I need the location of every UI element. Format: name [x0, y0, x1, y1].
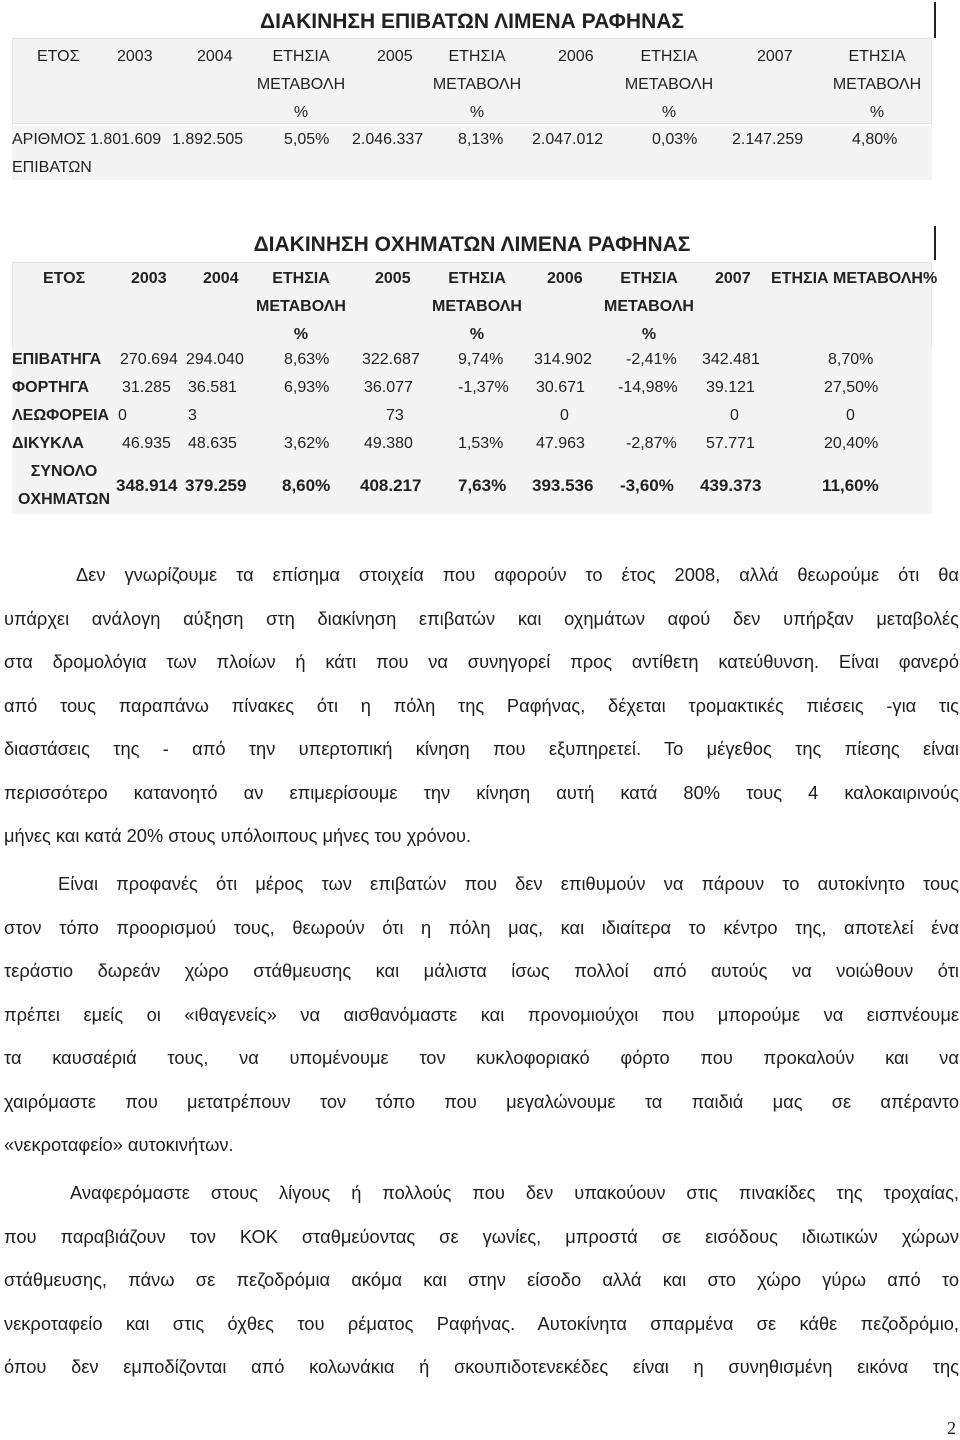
text-line: «νεκροταφείο» αυτοκινήτων. [4, 1134, 234, 1155]
text-line: στον τόπο προορισμού τους, θεωρούν ότι η πόλη μας, και ιδιαίτερα το κέντρο της, αποτελεί ένα [4, 916, 959, 938]
table-cell: -2,41% [626, 351, 677, 368]
table-cell: 8,70% [828, 351, 874, 368]
row-label: ΕΠΙΒΑΤΗΓΑ [12, 351, 102, 368]
text-line: χαιρόμαστε που μετατρέπουν τον τόπο που μεγαλώνουμε τα παιδιά μας σε απέραντο [4, 1090, 959, 1112]
row-label: ΑΡΙΘΜΟΣ ΕΠΙΒΑΤΩΝ [12, 131, 92, 176]
table-cell: 3 [188, 407, 197, 424]
header-cell: ΕΤΗΣΙΑ ΜΕΤΑΒΟΛΗ % [256, 48, 346, 121]
table-cell: 314.902 [534, 351, 592, 368]
table-cell: 408.217 [360, 476, 422, 495]
passenger-table-title: ΔΙΑΚΙΝΗΣΗ ΕΠΙΒΑΤΩΝ ΛΙΜΕΝΑ ΡΑΦΗΝΑΣ [259, 10, 685, 33]
header-cell: 2003 [131, 270, 167, 287]
text-line: περισσότερο κατανοητό αν επιμερίσουμε την κίνηση αυτή κατά 80% τους 4 καλοκαιρινούς [4, 781, 959, 803]
table-cell: 49.380 [364, 435, 413, 452]
row-label: ΔΙΚΥΚΛΑ [12, 435, 84, 452]
table-cell: 2.147.259 [732, 131, 804, 148]
table-cell: -3,60% [620, 476, 674, 495]
header-cell: 2007 [715, 270, 751, 287]
row-label: ΣΥΝΟΛΟ ΟΧΗΜΑΤΩΝ [17, 463, 111, 508]
header-cell: ΕΤΗΣΙΑ ΜΕΤΑΒΟΛΗ % [432, 270, 522, 343]
header-cell: 2005 [377, 48, 413, 65]
body-paragraph-3 [4, 1171, 959, 1389]
text-line: πρέπει εμείς οι «ιθαγενείς» να αισθανόμαστε και προνομιούχοι που μπορούμε να εισπνέουμε [4, 1003, 959, 1025]
table-cell: 48.635 [188, 435, 237, 452]
vehicle-table [8, 222, 936, 516]
text-line: που παραβιάζουν τον ΚΟΚ σταθμεύοντας σε γωνίες, μπροστά σε εισόδους ιδιωτικών χώρων [4, 1225, 959, 1247]
table-cell: -2,87% [626, 435, 677, 452]
row-label: ΦΟΡΤΗΓΑ [12, 379, 90, 396]
header-cell: 2004 [203, 270, 239, 287]
header-cell: 2006 [547, 270, 583, 287]
table-cell: 8,63% [284, 351, 330, 368]
header-cell: ΕΤΟΣ [43, 270, 86, 287]
passenger-data-row [12, 126, 932, 182]
vehicle-row-total [12, 458, 932, 514]
text-line: Αναφερόμαστε στους λίγους ή πολλούς που δεν υπακούουν στις πινακίδες της τροχαίας, [70, 1182, 959, 1203]
text-line: νεκροταφείο και στις όχθες του ρέματος Ραφήνας. Αυτοκίνητα σπαρμένα σε κάθε πεζοδρόμιο, [4, 1312, 959, 1334]
passenger-table [8, 0, 936, 182]
table-cell: 1.801.609 [90, 131, 162, 148]
table-cell: 0 [560, 407, 569, 424]
table-cell: 73 [386, 407, 404, 424]
header-cell: 2007 [757, 48, 793, 65]
text-line: Δεν γνωρίζουμε τα επίσημα στοιχεία που αφορούν το έτος 2008, αλλά θεωρούμε ότι θα [76, 564, 959, 585]
header-cell: ΕΤΟΣ [37, 48, 80, 65]
text-line: διαστάσεις της - από την υπερτοπική κίνηση που εξυπηρετεί. Το μέγεθος της πίεσης είναι [4, 738, 959, 759]
table-cell: -1,37% [458, 379, 509, 396]
table-cell: 47.963 [536, 435, 585, 452]
text-line: τα καυσαέριά τους, να υπομένουμε τον κυκλοφοριακό φόρτο που προκαλούν και να [4, 1047, 959, 1068]
text-line: στα δρομολόγια των πλοίων ή κάτι που να συνηγορεί προς αντίθετη κατεύθυνση. Είναι φανερό [4, 651, 959, 672]
table-cell: 27,50% [824, 379, 879, 396]
table-cell: 342.481 [702, 351, 760, 368]
vehicle-row-motorcycles [12, 430, 932, 460]
header-cell: 2005 [375, 270, 411, 287]
header-cell: 2003 [117, 48, 153, 65]
passenger-header-row [12, 38, 932, 124]
header-cell: 2006 [558, 48, 594, 65]
table-cell: 322.687 [362, 351, 420, 368]
table-cell: 20,40% [824, 435, 879, 452]
header-cell: ΕΤΗΣΙΑ ΜΕΤΑΒΟΛΗ % [256, 270, 346, 343]
table-cell: 379.259 [185, 476, 247, 495]
table-cell: 46.935 [122, 435, 171, 452]
table-cell: 9,74% [458, 351, 504, 368]
table-cell: 31.285 [122, 379, 171, 396]
text-line: από τους παραπάνω πίνακες ότι η πόλη της Ραφήνας, δέχεται τρομακτικές πιέσεις -για τις [4, 694, 959, 716]
header-cell: ΕΤΗΣΙΑ ΜΕΤΑΒΟΛΗ % [604, 270, 694, 343]
text-line: όπου δεν εμποδίζονται από κολωνάκια ή σκουπιδοτενεκέδες είναι η συνηθισμένη εικόνα της [4, 1356, 959, 1377]
vehicle-header-row [12, 262, 938, 348]
table-cell: 2.047.012 [532, 131, 604, 148]
table-cell: -14,98% [618, 379, 678, 396]
page-number: 2 [947, 1418, 956, 1438]
table-cell: 0 [730, 407, 739, 424]
header-cell: ΕΤΗΣΙΑ ΜΕΤΑΒΟΛΗ % [624, 48, 714, 121]
table-cell: 348.914 [116, 476, 178, 495]
table-cell: 1.892.505 [172, 131, 244, 148]
header-cell: 2004 [197, 48, 233, 65]
table-cell: 39.121 [706, 379, 755, 396]
table-cell: 0 [118, 407, 127, 424]
table-cell: 5,05% [284, 131, 330, 148]
row-label: ΛΕΩΦΟΡΕΙΑ [12, 407, 110, 424]
text-line: υπάρχει ανάλογη αύξηση στη διακίνηση επιβατών και οχημάτων αφού δεν υπήρξαν μεταβολές [4, 607, 959, 629]
table-cell: 270.694 [120, 351, 178, 368]
table-cell: 439.373 [700, 476, 762, 495]
table-cell: 2.046.337 [352, 131, 424, 148]
table-cell: 11,60% [822, 476, 879, 495]
header-cell: ΕΤΗΣΙΑ ΜΕΤΑΒΟΛΗ% [771, 270, 938, 287]
header-cell: ΕΤΗΣΙΑ ΜΕΤΑΒΟΛΗ % [832, 48, 922, 121]
table-cell: 1,53% [458, 435, 504, 452]
header-cell: ΕΤΗΣΙΑ ΜΕΤΑΒΟΛΗ % [432, 48, 522, 121]
table-cell: 0 [846, 407, 855, 424]
table-cell: 8,60% [282, 476, 331, 495]
body-paragraph-1 [4, 553, 959, 858]
table-cell: 30.671 [536, 379, 585, 396]
vehicle-row-passenger-cars [12, 346, 932, 376]
table-cell: 7,63% [458, 476, 507, 495]
text-line: μήνες και κατά 20% στους υπόλοιπους μήνες του χρόνου. [4, 825, 472, 846]
text-line: Είναι προφανές ότι μέρος των επιβατών που δεν επιθυμούν να πάρουν το αυτοκίνητο τους [58, 873, 959, 894]
table-cell: 36.581 [188, 379, 237, 396]
table-cell: 36.077 [364, 379, 413, 396]
table-cell: 393.536 [532, 476, 594, 495]
table-cell: 4,80% [852, 131, 898, 148]
body-paragraph-2 [4, 862, 959, 1167]
vehicle-row-trucks [12, 374, 932, 404]
table-cell: 6,93% [284, 379, 330, 396]
table-cell: 0,03% [652, 131, 698, 148]
text-line: τεράστιο δωρεάν χώρο στάθμευσης και μάλιστα ίσως πολλοί από αυτούς να νοιώθουν ότι [4, 960, 959, 981]
vehicle-row-buses [12, 402, 932, 432]
text-line: στάθμευσης, πάνω σε πεζοδρόμια ακόμα και στην είσοδο αλλά και στο χώρο γύρω από το [4, 1269, 959, 1290]
table-cell: 8,13% [458, 131, 504, 148]
table-cell: 57.771 [706, 435, 755, 452]
table-cell: 3,62% [284, 435, 330, 452]
vehicle-table-title: ΔΙΑΚΙΝΗΣΗ ΟΧΗΜΑΤΩΝ ΛΙΜΕΝΑ ΡΑΦΗΝΑΣ [253, 233, 691, 256]
table-cell: 294.040 [186, 351, 244, 368]
